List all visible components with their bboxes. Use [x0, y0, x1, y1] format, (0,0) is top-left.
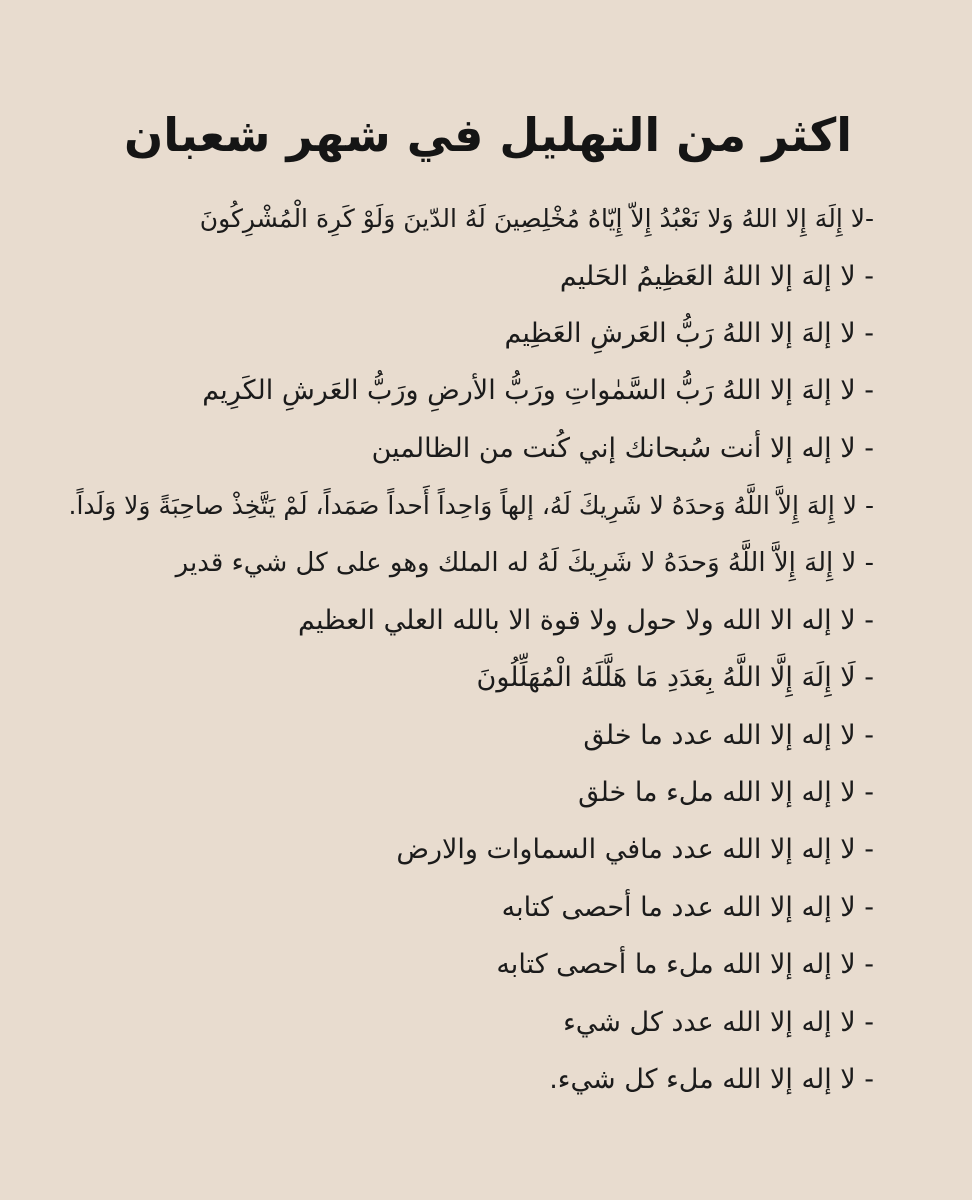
- list-item: - لا إلهَ إلا اللهُ العَظِيمُ الحَليم: [559, 260, 874, 292]
- tahlil-list: [24, 190, 874, 1108]
- list-item: - لا إله إلا الله ملء كل شيء.: [549, 1064, 874, 1096]
- list-item: - لا إله إلا الله ملء ما خلق: [578, 777, 874, 809]
- list-item: -لا إِلَهَ إِلا اللهُ وَلا نَعْبُدُ إِلاّ إِيّاهُ مُخْلِصِينَ لَهُ الدّينَ وَلَوْ كَرِهَ الْمُشْرِكُونَ: [199, 204, 874, 234]
- list-item: - لا إله إلا الله عدد ما خلق: [583, 719, 874, 751]
- list-item: - لا إله إلا الله عدد مافي السماوات والارض: [396, 834, 874, 866]
- page-title: اكثر من التهليل في شهر شعبان: [123, 108, 852, 162]
- list-item: - لا إِلهَ إِلاَّ اللَّهُ وَحدَهُ لا شَرِيكَ لَهُ، إلهاً وَاحِداً أَحداً صَمَداً، لَمْ يَتَّخِذْ صاحِبَةً وَلا وَلَداً.: [68, 491, 874, 521]
- list-item: - لا إله إلا الله عدد كل شيء: [563, 1006, 874, 1038]
- list-item: - لَا إِلَهَ إِلَّا اللَّهُ بِعَدَدِ مَا هَلَّلَهُ الْمُهَلِّلُونَ: [476, 662, 874, 694]
- list-item: - لا إله إلا الله ملء ما أحصى كتابه: [496, 949, 874, 981]
- list-item: - لا إِلهَ إِلاَّ اللَّهُ وَحدَهُ لا شَرِيكَ لَهُ له الملك وهو على كل شيء قدير: [175, 548, 874, 579]
- list-item: - لا إله إلا أنت سُبحانك إني كُنت من الظالمين: [371, 432, 874, 464]
- list-item: - لا إله الا الله ولا حول ولا قوة الا بالله العلي العظيم: [297, 604, 874, 636]
- list-item: - لا إلهَ إلا اللهُ رَبُّ العَرشِ العَظِيم: [504, 317, 874, 349]
- list-item: - لا إلهَ إلا اللهُ رَبُّ السَّمٰواتِ ورَبُّ الأرضِ ورَبُّ العَرشِ الكَرِيم: [202, 375, 874, 407]
- list-item: - لا إله إلا الله عدد ما أحصى كتابه: [501, 891, 874, 923]
